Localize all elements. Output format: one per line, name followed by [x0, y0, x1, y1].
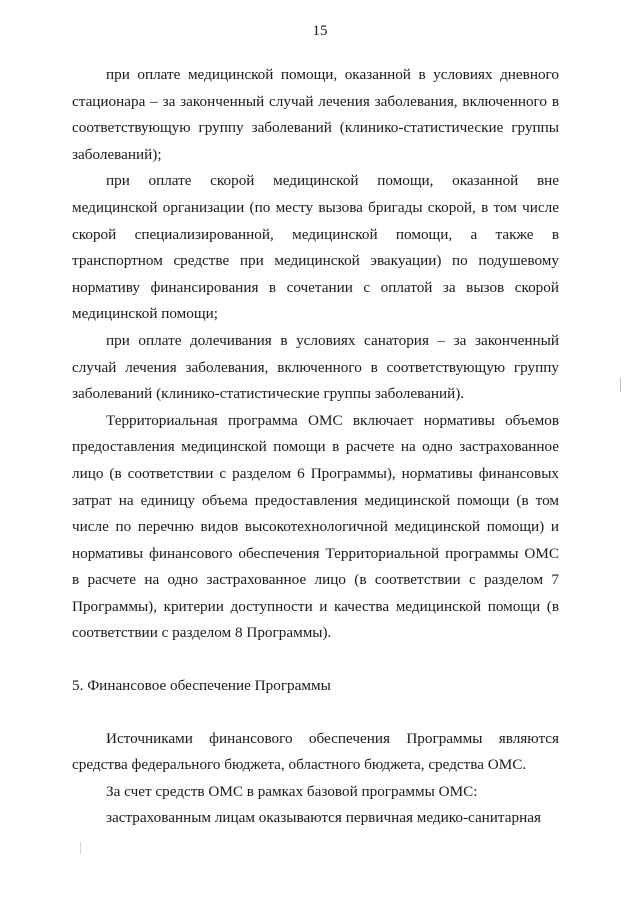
paragraph-funding-sources: Источниками финансового обеспечения Программы являются средства федерального бюджета, областного бюджета, средства ОМС.	[72, 729, 559, 774]
document-body	[72, 62, 559, 832]
paragraph-insured-persons: застрахованным лицам оказываются первичная медико-санитарная	[106, 809, 541, 827]
paragraph-emergency-care-payment: при оплате скорой медицинской помощи, оказанной вне медицинской организации (по месту вызова бригады скорой, в том числе скорой специализированной, медицинской помощи, а также в транспортном средстве при медицинской эвакуации) по подушевому нормативу финансирования в сочетании с оплатой за вызов скорой медицинской помощи;	[72, 172, 559, 323]
paragraph-day-hospital-payment: при оплате медицинской помощи, оказанной в условиях дневного стационара – за законченный случай лечения заболевания, включенного в соответствующую группу заболеваний (клинико-статистические группы заболеваний);	[72, 66, 559, 163]
paragraph-territorial-program: Территориальная программа ОМС включает нормативы объемов предоставления медицинской помощи в расчете на одно застрахованное лицо (в соответствии с разделом 6 Программы), нормативы финансовых затрат на единицу объема предоставления медицинской помощи (в том числе по перечню видов высокотехнологичной медицинской помощи) и нормативы финансового обеспечения Территориальной программы ОМС в расчете на одно застрахованное лицо (в соответствии с разделом 7 Программы), критерии доступности и качества медицинской помощи (в соответствии с разделом 8 Программы).	[72, 411, 559, 642]
paragraph-oms-base-program: За счет средств ОМС в рамках базовой программы ОМС:	[106, 782, 478, 800]
section-heading: 5. Финансовое обеспечение Программы	[72, 677, 331, 695]
page-number: 15	[312, 23, 328, 39]
paragraph-sanatorium-payment: при оплате долечивания в условиях санатория – за законченный случай лечения заболевания, включенного в соответствующую группу заболеваний (клинико-статистические группы заболеваний).	[72, 331, 559, 403]
scan-artifact-mark	[80, 842, 81, 854]
scan-artifact-mark	[620, 378, 621, 392]
